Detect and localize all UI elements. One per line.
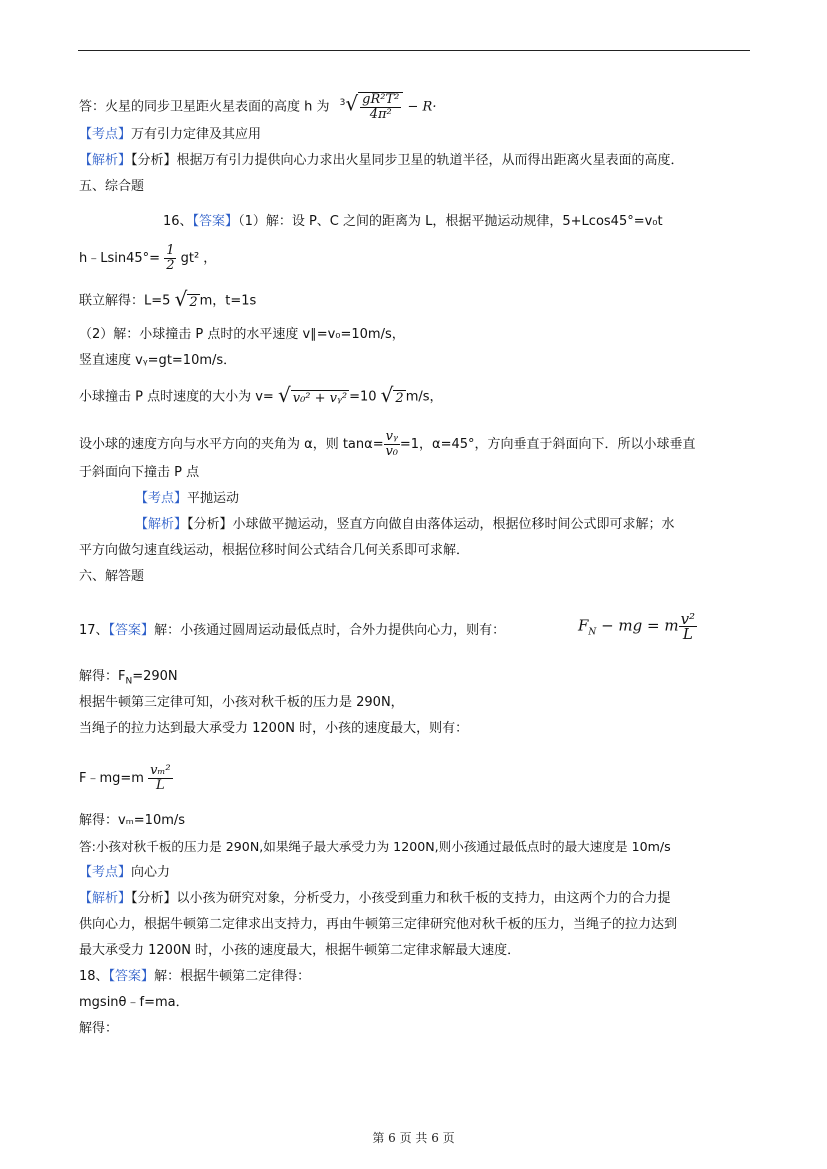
- sqrt-velocity: √ v₀² + vᵧ²: [277, 383, 348, 407]
- jiexi-tag: 【解析】: [79, 153, 132, 168]
- q16-answer-line: [163, 213, 663, 231]
- q16-jiexi-line: 【解析】【分析】小球做平抛运动，竖直方向做自由落体运动，根据位移时间公式即可求解；水: [135, 517, 675, 532]
- q17-jiexi-continued-2: 最大承受力 1200N 时，小孩的速度最大，根据牛顿第二定律求解最大速度．: [79, 943, 521, 958]
- q16-solve-line: 联立解得：L=5 √ 2 m，t=1s: [79, 287, 257, 311]
- q17-rope-line: 当绳子的拉力达到最大承受力 1200N 时，小孩的速度最大，则有：: [79, 721, 469, 736]
- sqrt-2: √ 2: [174, 287, 198, 311]
- q17-centripetal-equation: $F_N$ − mg = m $\frac{\text{v²}}{L}$: [578, 610, 696, 643]
- sqrt-2-b: √ 2: [380, 383, 404, 407]
- q17-fn-line: 解得：$F_N=290N$: [79, 669, 178, 687]
- answer-height-line: [79, 92, 436, 122]
- q16-jiexi-continued: 平方向做匀速直线运动，根据位移时间公式结合几何关系即可求解．: [79, 543, 470, 558]
- q18-answer-line: 18、【答案】解：根据牛顿第二定律得：: [79, 969, 311, 984]
- cube-root-formula: $^3$√ $\frac{\text{gR²T²}}{\text{4π²}}$: [340, 92, 404, 122]
- q18-answer-tag: 【答案】: [108, 969, 155, 984]
- q17-kaodian-line: 【考点】向心力: [79, 865, 171, 880]
- q17-jiexi-continued-1: 供向心力，根据牛顿第二定律求出支持力，再由牛顿第三定律研究他对秋千板的压力，当绳子的拉力达到: [79, 917, 678, 932]
- q16-part2-line: （2）解：小球撞击 P 点时的水平速度 v∥=v₀=10m/s，: [79, 327, 405, 342]
- header-rule: [78, 50, 750, 51]
- q17-final-answer: 答:小孩对秋千板的压力是 290N,如果绳子最大承受力为 1200N,则小孩通过最低点时的最大速度是 10m/s: [79, 839, 671, 854]
- q16-answer-text: （1）解：设 P、C 之间的距离为 L，根据平抛运动规律，5+Lcos45°=v₀t: [238, 214, 663, 229]
- q17-max-speed-equation: F﹣mg=m $\frac{\text{vₘ²}}{L}$: [79, 763, 171, 793]
- q16-tan-continued: 于斜面向下撞击 P 点: [79, 465, 200, 480]
- half-fraction: $\frac{1}{2}$: [166, 243, 175, 273]
- q16-height-equation: h﹣Lsin45°= $\frac{1}{2}$ gt² ，: [79, 243, 217, 273]
- q17-answer-tag: 【答案】: [108, 623, 155, 638]
- q16-vy-line: 竖直速度 vᵧ=gt=10m/s．: [79, 353, 237, 368]
- kaodian-tag: 【考点】: [79, 127, 132, 142]
- kaodian-text: 万有引力定律及其应用: [131, 127, 262, 142]
- q17-jiexi-line: 【解析】【分析】以小孩为研究对象，分析受力，小孩受到重力和秋千板的支持力，由这两个力的合力提: [79, 891, 671, 906]
- q18-equation-line: mgsinθ﹣f=ma．: [79, 995, 189, 1010]
- jiexi-text: 【分析】根据万有引力提供向心力求出火星同步卫星的轨道半径，从而得出距离火星表面的高度．: [131, 153, 684, 168]
- q17-newton3-line: 根据牛顿第三定律可知，小孩对秋千板的压力是 290N，: [79, 695, 404, 710]
- jiexi-line-1: [79, 152, 684, 170]
- q16-tan-line: 设小球的速度方向与水平方向的夹角为 α，则 tanα= $\frac{\text{vᵧ}}{\text{v₀}}$ =1，α=45°，方向垂直于斜面向下．所以小球垂直: [79, 429, 696, 459]
- kaodian-line-1: [79, 126, 261, 144]
- formula-tail: − R·: [407, 99, 437, 115]
- section-5-heading: 五、综合题: [79, 179, 145, 194]
- q16-number: 16、: [163, 214, 193, 229]
- page-footer: 第 6 页 共 6 页: [372, 1131, 455, 1145]
- q16-kaodian-line: 【考点】平抛运动: [135, 491, 240, 506]
- answer-height-text: 答：火星的同步卫星距火星表面的高度 h 为: [79, 99, 330, 115]
- q16-speed-line: 小球撞击 P 点时速度的大小为 v= √ v₀² + vᵧ² =10 √ 2 m/s，: [79, 383, 443, 407]
- q17-vm-line: 解得：vₘ=10m/s: [79, 813, 186, 828]
- section-6-heading: 六、解答题: [79, 569, 145, 584]
- q18-solve-line: 解得：: [79, 1021, 119, 1036]
- q17-answer-line: 17、【答案】解：小孩通过圆周运动最低点时，合外力提供向心力，则有：: [79, 623, 506, 638]
- tan-fraction: $\frac{\text{vᵧ}}{\text{v₀}}$: [385, 429, 399, 459]
- q16-answer-tag: 【答案】: [192, 214, 239, 229]
